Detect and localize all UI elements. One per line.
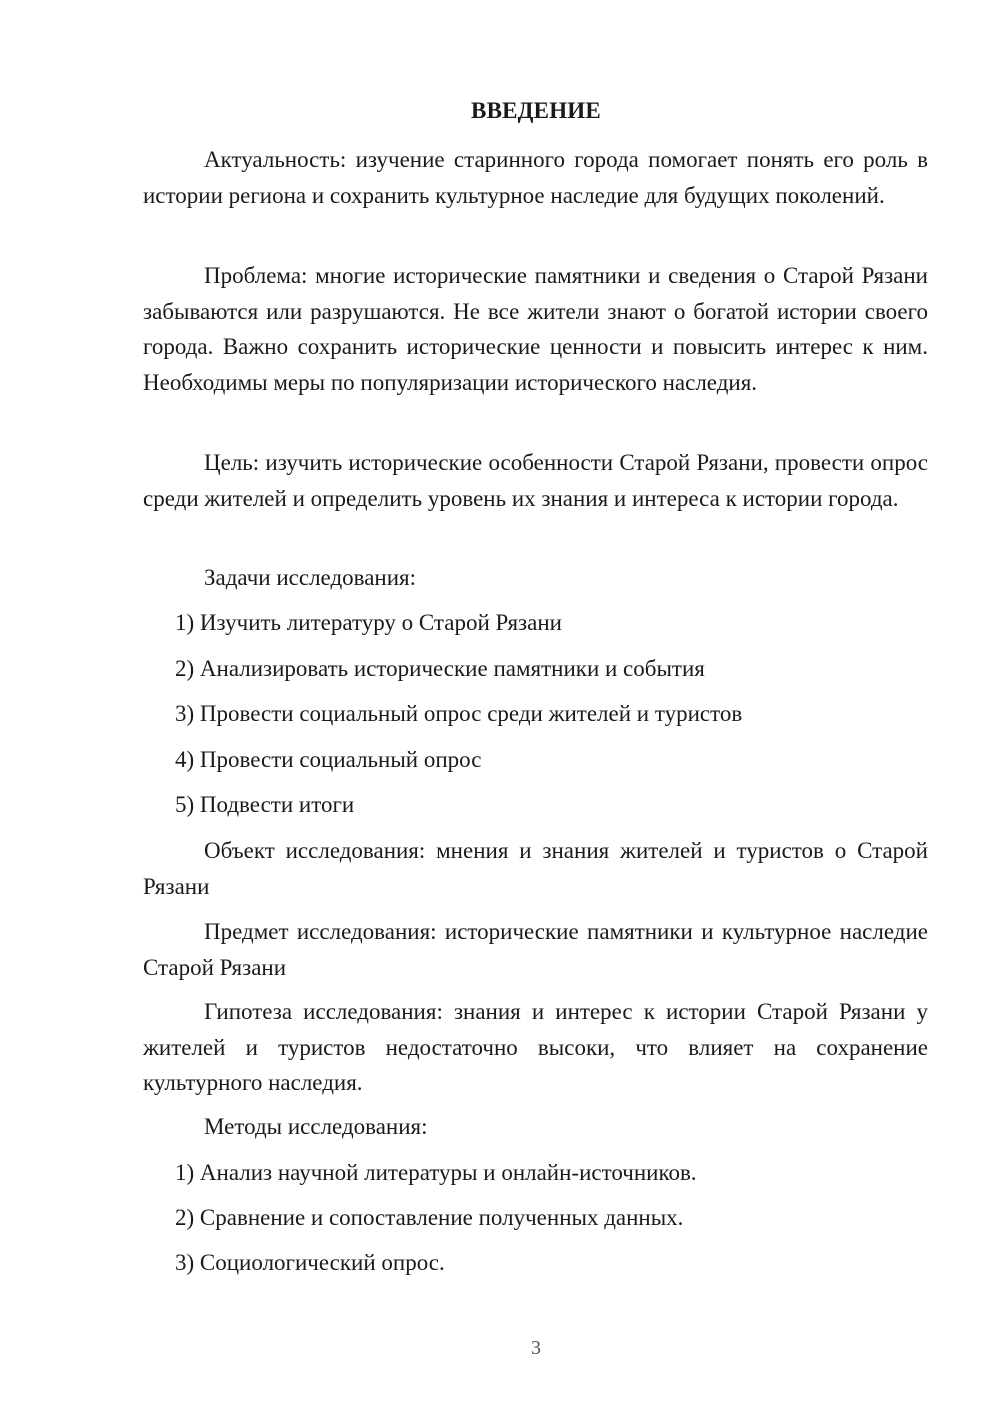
page-number: 3 — [531, 1337, 541, 1359]
tasks-title: Задачи исследования: — [204, 565, 417, 590]
hypothesis-paragraph: Гипотеза исследования: знания и интерес к истории Старой Рязани у жителей и туристов недостаточно высоки, что влияет на сохранение культурного наследия. — [143, 999, 928, 1095]
method-item: 2) Сравнение и сопоставление полученных данных. — [175, 1205, 684, 1230]
method-item: 1) Анализ научной литературы и онлайн-источников. — [175, 1160, 697, 1185]
page-heading: ВВЕДЕНИЕ — [471, 98, 601, 123]
goal-paragraph: Цель: изучить исторические особенности Старой Рязани, провести опрос среди жителей и определить уровень их знания и интереса к истории города. — [143, 450, 928, 511]
relevance-paragraph: Актуальность: изучение старинного города помогает понять его роль в истории региона и сохранить культурное наследие для будущих поколений. — [143, 147, 928, 208]
object-paragraph: Объект исследования: мнения и знания жителей и туристов о Старой Рязани — [143, 838, 928, 899]
task-item: 3) Провести социальный опрос среди жителей и туристов — [175, 701, 743, 726]
task-item: 2) Анализировать исторические памятники и события — [175, 656, 705, 681]
task-item: 1) Изучить литературу о Старой Рязани — [175, 610, 562, 635]
problem-paragraph: Проблема: многие исторические памятники и сведения о Старой Рязани забываются или разрушаются. Не все жители знают о богатой истории своего города. Важно сохранить исторические ценности и повысить интерес к ним. Необходимы меры по популяризации исторического наследия. — [143, 263, 928, 395]
methods-title: Методы исследования: — [204, 1114, 428, 1139]
method-item: 3) Социологический опрос. — [175, 1250, 445, 1275]
subject-paragraph: Предмет исследования: исторические памятники и культурное наследие Старой Рязани — [143, 919, 928, 980]
task-item: 5) Подвести итоги — [175, 792, 355, 817]
task-item: 4) Провести социальный опрос — [175, 747, 482, 772]
